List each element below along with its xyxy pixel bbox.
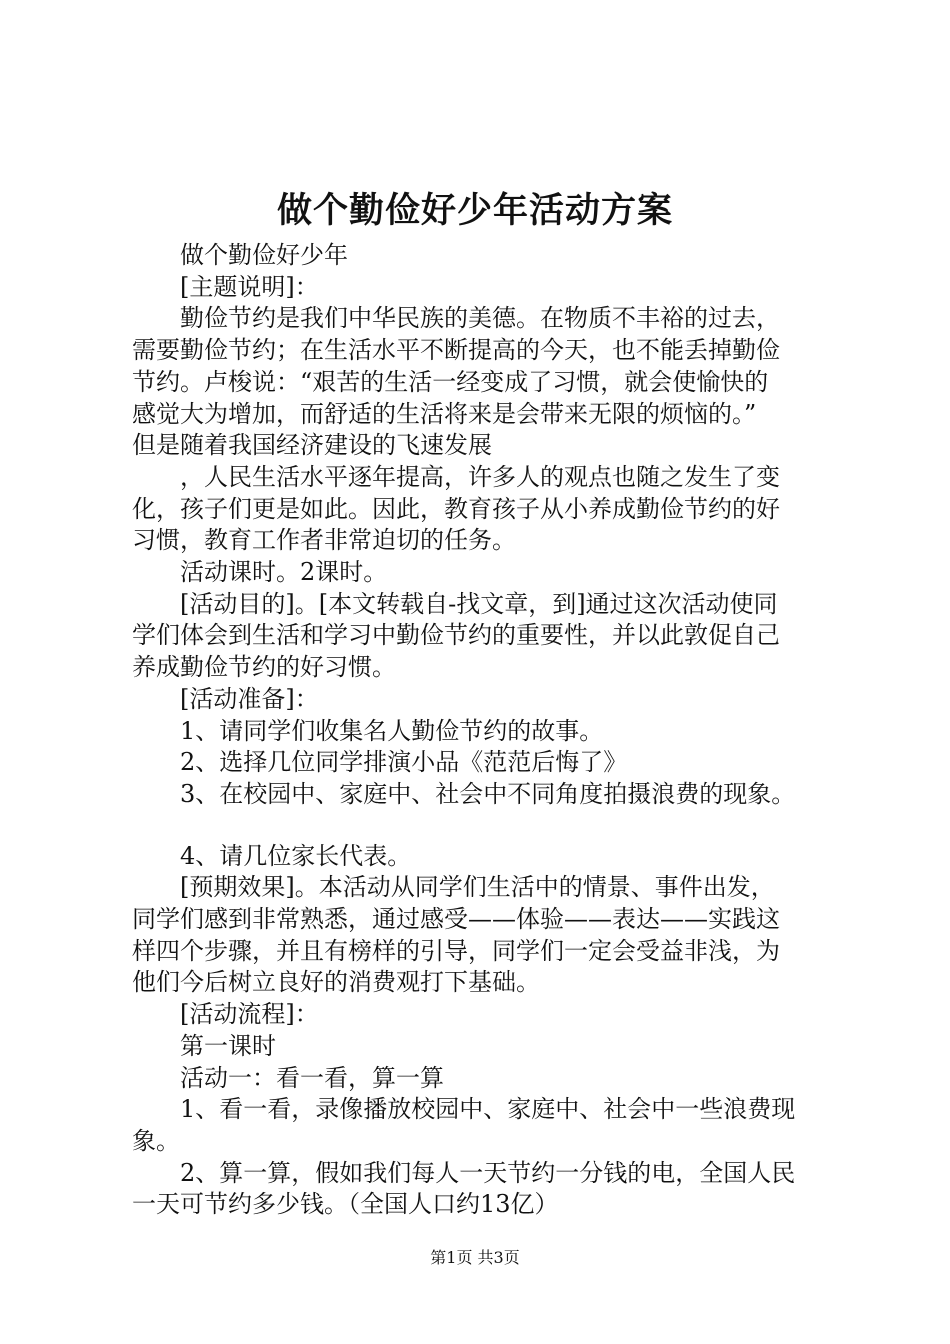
document-title: 做个勤俭好少年活动方案 [276,191,673,231]
body-line: 学们体会到生活和学习中勤俭节约的重要性，并以此敦促自己 [132,621,780,650]
page-footer: 第1页 共3页 [430,1248,520,1267]
body-line: 同学们感到非常熟悉，通过感受——体验——表达——实践这 [132,905,780,934]
body-line: 活动一：看一看，算一算 [180,1063,444,1092]
body-line: 1、请同学们收集名人勤俭节约的故事。 [180,716,604,745]
body-line: 活动课时。2课时。 [180,558,388,587]
body-line: [活动准备]： [180,684,319,713]
body-line: 做个勤俭好少年 [180,241,348,269]
body-line: ，人民生活水平逐年提高，许多人的观点也随之发生了变 [180,462,780,491]
body-line: 象。 [132,1126,180,1155]
body-line: 3、在校园中、家庭中、社会中不同角度拍摄浪费的现象。 [180,779,796,808]
body-line: 习惯，教育工作者非常迫切的任务。 [132,526,516,555]
body-line: 节约。卢梭说：“艰苦的生活一经变成了习惯，就会使愉快的 [132,367,769,396]
body-line: 4、请几位家长代表。 [180,841,412,870]
body-line: 1、看一看，录像播放校园中、家庭中、社会中一些浪费现 [180,1095,796,1124]
body-line: 第一课时 [180,1031,276,1060]
paragraph-gap [132,811,832,841]
body-line: 他们今后树立良好的消费观打下基础。 [132,968,540,997]
body-line: 样四个步骤，并且有榜样的引导，同学们一定会受益非浅，为 [132,936,780,965]
body-line: 需要勤俭节约；在生活水平不断提高的今天，也不能丢掉勤俭 [132,336,780,365]
body-line: [活动目的]。[本文转载自-找文章，到]通过这次活动使同 [180,589,778,618]
body-line: 勤俭节约是我们中华民族的美德。在物质不丰裕的过去， [180,304,780,333]
body-line: 2、算一算，假如我们每人一天节约一分钱的电，全国人民 [180,1158,796,1187]
body-line: 但是随着我国经济建设的飞速发展 [132,431,492,460]
body-line: 一天可节约多少钱。（全国人口约13亿） [132,1190,559,1219]
document-body [132,240,832,1221]
body-line: [活动流程]： [180,1000,319,1029]
body-line: 感觉大为增加，而舒适的生活将来是会带来无限的烦恼的。” [132,399,757,428]
body-line: [主题说明]： [180,272,319,301]
body-line: 养成勤俭节约的好习惯。 [132,653,396,682]
body-line: 2、选择几位同学排演小品《范范后悔了》 [180,748,628,777]
body-line: [预期效果]。本活动从同学们生活中的情景、事件出发， [180,873,775,902]
body-line: 化，孩子们更是如此。因此，教育孩子从小养成勤俭节约的好 [132,494,780,523]
